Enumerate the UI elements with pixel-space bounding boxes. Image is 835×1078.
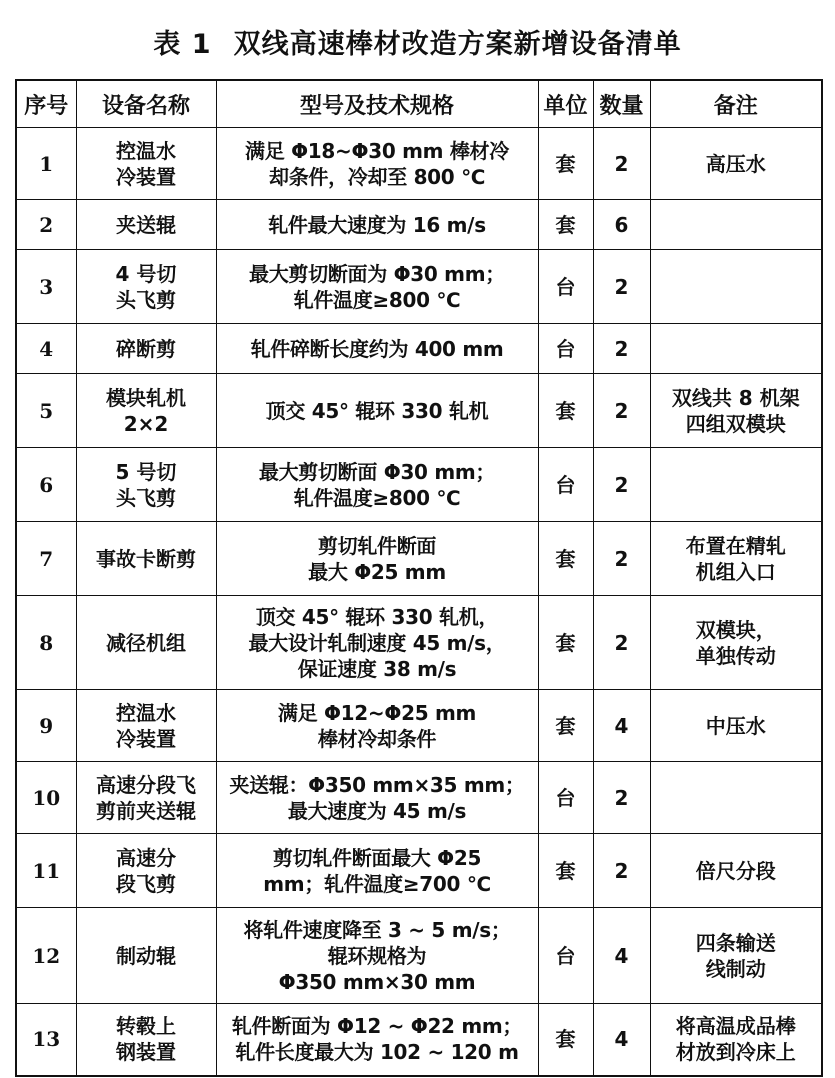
cell-equipment-name [76,448,216,522]
cell-spec-line: 顶交 45° 辊环 330 轧机 [265,398,489,423]
cell-spec [216,908,538,1004]
cell-qty: 2 [593,448,650,522]
cell-note-line: 线制动 [705,956,766,981]
cell-note [650,250,822,324]
cell-spec-line: Φ350 mm×30 mm [278,969,476,994]
cell-unit: 套 [538,374,593,448]
cell-qty: 2 [593,596,650,690]
cell-note [650,834,822,908]
cell-no: 11 [16,834,76,908]
cell-equipment-name-line: 冷装置 [116,164,176,189]
cell-spec-line: 最大设计轧制速度 45 m/s， [248,630,506,655]
cell-no: 13 [16,1004,76,1076]
header-note: 备注 [650,80,822,128]
cell-no: 4 [16,324,76,374]
cell-spec-line: 最大剪切断面 Φ30 mm； [258,459,496,484]
table-number: 表 1 [153,29,212,60]
cell-spec [216,762,538,834]
cell-spec-line: 轧件碎断长度约为 400 mm [250,336,504,361]
table-row [16,690,822,762]
cell-equipment-name [76,324,216,374]
cell-spec-line: 顶交 45° 辊环 330 轧机， [255,604,499,629]
table-row [16,1004,822,1076]
cell-unit: 台 [538,324,593,374]
cell-equipment-name [76,1004,216,1076]
cell-qty: 2 [593,250,650,324]
cell-equipment-name [76,374,216,448]
cell-note-line: 双模块， [695,617,776,642]
cell-unit: 台 [538,250,593,324]
cell-qty: 2 [593,834,650,908]
cell-note [650,200,822,250]
table-row [16,324,822,374]
cell-spec-line: 辊环规格为 [327,943,427,968]
cell-no: 3 [16,250,76,324]
table-caption: 双线高速棒材改造方案新增设备清单 [233,29,682,60]
cell-equipment-name [76,908,216,1004]
cell-unit: 套 [538,522,593,596]
cell-no: 1 [16,128,76,200]
header-name: 设备名称 [76,80,216,128]
cell-equipment-name-line: 4 号切 [115,261,177,286]
cell-spec-line: 轧件长度最大为 102 ~ 120 m [235,1040,519,1065]
cell-equipment-name-line: 碎断剪 [116,336,176,361]
cell-equipment-name-line: 控温水 [116,138,176,163]
table-title [0,22,835,61]
cell-equipment-name-line: 模块轧机 [106,385,186,410]
cell-equipment-name-line: 2×2 [123,411,169,436]
cell-spec-line: 将轧件速度降至 3 ~ 5 m/s； [243,917,511,942]
cell-spec-line: 满足 Φ18~Φ30 mm 棒材冷 [245,138,509,163]
cell-qty: 2 [593,374,650,448]
cell-spec [216,834,538,908]
cell-unit: 套 [538,596,593,690]
cell-note-line: 中压水 [705,713,766,738]
cell-spec [216,250,538,324]
cell-note-line: 高压水 [705,151,766,176]
cell-spec [216,128,538,200]
cell-qty: 2 [593,324,650,374]
table-row [16,374,822,448]
cell-no: 8 [16,596,76,690]
cell-qty: 4 [593,690,650,762]
cell-note [650,1004,822,1076]
cell-unit: 台 [538,762,593,834]
table-row [16,200,822,250]
header-no: 序号 [16,80,76,128]
cell-spec-line: mm；轧件温度≥700 ℃ [263,871,491,896]
cell-spec-line: 最大 Φ25 mm [308,559,446,584]
cell-note [650,596,822,690]
cell-equipment-name-line: 钢装置 [116,1040,176,1065]
cell-equipment-name-line: 段飞剪 [116,871,176,896]
cell-note [650,324,822,374]
table-row [16,448,822,522]
table-row [16,596,822,690]
cell-equipment-name-line: 制动辊 [116,943,176,968]
cell-equipment-name-line: 减径机组 [106,630,186,655]
cell-qty: 6 [593,200,650,250]
table-row [16,522,822,596]
cell-note-line: 布置在精轧 [685,533,786,558]
cell-spec-line: 却条件，冷却至 800 ℃ [269,164,485,189]
cell-equipment-name [76,250,216,324]
cell-spec [216,200,538,250]
cell-equipment-name [76,596,216,690]
cell-equipment-name-line: 头飞剪 [116,485,176,510]
cell-qty: 4 [593,1004,650,1076]
cell-spec-line: 剪切轧件断面 [317,533,437,558]
table-row [16,250,822,324]
cell-qty: 4 [593,908,650,1004]
cell-no: 9 [16,690,76,762]
cell-equipment-name-line: 冷装置 [116,726,176,751]
cell-equipment-name-line: 高速分段飞 [96,772,196,797]
table-header-row [16,80,822,128]
cell-unit: 套 [538,128,593,200]
cell-qty: 2 [593,522,650,596]
cell-equipment-name-line: 剪前夹送辊 [96,798,196,823]
cell-no: 10 [16,762,76,834]
cell-equipment-name-line: 夹送辊 [116,212,176,237]
cell-spec [216,448,538,522]
header-spec: 型号及技术规格 [216,80,538,128]
cell-equipment-name [76,690,216,762]
cell-equipment-name [76,762,216,834]
cell-note [650,690,822,762]
cell-spec [216,596,538,690]
cell-unit: 套 [538,690,593,762]
table-body [16,128,822,1076]
cell-spec-line: 剪切轧件断面最大 Φ25 [272,845,482,870]
cell-qty: 2 [593,762,650,834]
header-unit: 单位 [538,80,593,128]
equipment-table [15,79,823,1077]
cell-equipment-name-line: 转毂上 [116,1014,176,1039]
cell-unit: 台 [538,448,593,522]
cell-no: 6 [16,448,76,522]
cell-no: 2 [16,200,76,250]
cell-note-line: 材放到冷床上 [675,1040,796,1065]
cell-note-line: 四组双模块 [685,411,786,436]
cell-spec-line: 轧件最大速度为 16 m/s [268,212,486,237]
cell-equipment-name [76,200,216,250]
cell-spec [216,690,538,762]
cell-note-line: 将高温成品棒 [675,1014,796,1039]
cell-equipment-name [76,128,216,200]
cell-spec-line: 轧件温度≥800 ℃ [293,485,461,510]
cell-spec-line: 最大剪切断面为 Φ30 mm； [249,261,505,286]
cell-note-line: 机组入口 [695,559,776,584]
cell-note-line: 倍尺分段 [695,858,776,883]
table-row [16,834,822,908]
cell-note [650,908,822,1004]
cell-unit: 套 [538,834,593,908]
cell-equipment-name-line: 控温水 [116,700,176,725]
cell-equipment-name-line: 事故卡断剪 [96,546,196,571]
cell-unit: 套 [538,200,593,250]
cell-no: 5 [16,374,76,448]
cell-note-line: 双线共 8 机架 [671,385,800,410]
cell-equipment-name-line: 高速分 [116,845,176,870]
cell-unit: 台 [538,908,593,1004]
cell-note [650,448,822,522]
table-row [16,762,822,834]
cell-note [650,374,822,448]
cell-spec [216,1004,538,1076]
cell-note-line: 单独传动 [695,643,776,668]
cell-spec-line: 轧件温度≥800 ℃ [293,287,461,312]
cell-note [650,522,822,596]
cell-spec-line: 满足 Φ12~Φ25 mm [277,700,477,725]
cell-spec-line: 保证速度 38 m/s [297,656,457,681]
cell-note [650,762,822,834]
cell-spec-line: 最大速度为 45 m/s [287,798,467,823]
table-row [16,128,822,200]
cell-qty: 2 [593,128,650,200]
cell-equipment-name [76,834,216,908]
cell-spec-line: 夹送辊：Φ350 mm×35 mm； [229,772,525,797]
cell-note [650,128,822,200]
cell-equipment-name-line: 头飞剪 [116,287,176,312]
cell-spec-line: 轧件断面为 Φ12 ~ Φ22 mm； [231,1014,523,1039]
cell-no: 12 [16,908,76,1004]
cell-note-line: 四条输送 [695,930,776,955]
cell-unit: 套 [538,1004,593,1076]
table-row [16,908,822,1004]
cell-spec [216,374,538,448]
cell-spec [216,324,538,374]
cell-spec-line: 棒材冷却条件 [317,726,437,751]
cell-equipment-name-line: 5 号切 [115,459,177,484]
cell-spec [216,522,538,596]
cell-no: 7 [16,522,76,596]
cell-equipment-name [76,522,216,596]
header-qty: 数量 [593,80,650,128]
